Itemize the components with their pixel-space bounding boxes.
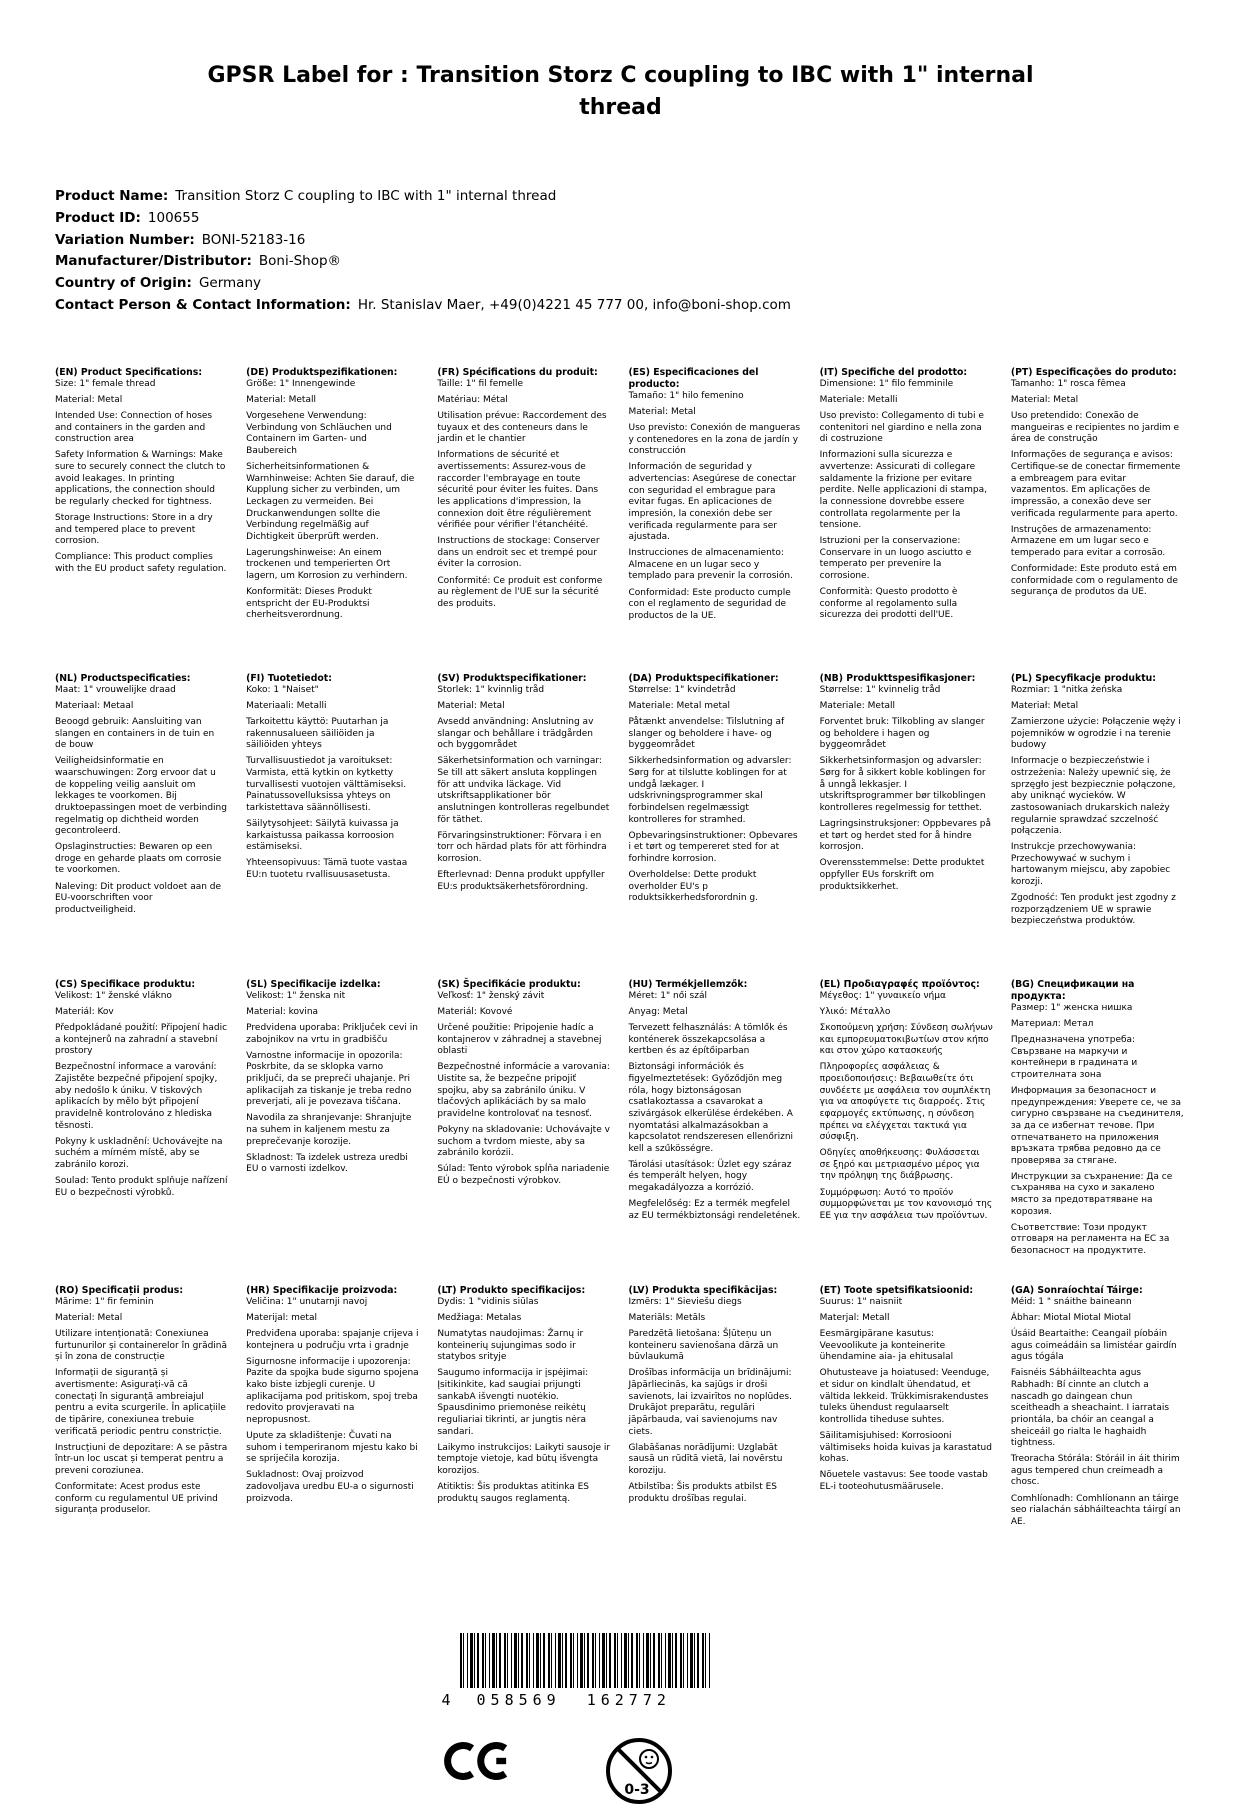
spec-paragraph: Material: Metal — [1010, 395, 1079, 406]
spec-paragraph: Materijal: metal — [246, 1313, 317, 1324]
spec-paragraph: Instructions de stockage: Conserver dans un endroit sec et trempé pour éviter la corrosion. — [437, 536, 600, 570]
spec-paragraph: Turvallisuustiedot ja varoitukset: Varmista, että kytkin on kytketty turvallisesti vuotojen välttämiseksi. Painatussovelluksissa yhteys on tarkistettava säännöllisesti. — [246, 756, 407, 813]
spec-paragraph: Material: Metal — [628, 407, 696, 418]
spec-paragraph: Efterlevnad: Denna produkt uppfyller EU:s produktsäkerhetsförordning. — [437, 869, 605, 892]
spec-paragraph: Taille: 1" fil femelle — [437, 378, 524, 389]
spec-paragraph: Overensstemmelse: Dette produktet oppfyller EUs forskrift om produktsikkerhet. — [819, 858, 985, 892]
spec-block — [1011, 1285, 1186, 1591]
spec-block — [1011, 673, 1186, 979]
spec-block-heading: (CS) Specifikace produktu: — [55, 978, 196, 990]
spec-block-heading: (LT) Produkto specifikacijos: — [437, 1284, 586, 1296]
spec-paragraph: Drošības informācija un brīdinājumi: Jāpārliecinās, ka sajūgs ir droši savienots, lai izvairītos no noplūdes. Drukājot preparātu, regulāri jāpārbauda, vai savienojums nav ciets. — [628, 1368, 792, 1437]
spec-paragraph: Storage Instructions: Store in a dry and tempered place to prevent corrosion. — [55, 513, 213, 547]
ce-mark-icon — [442, 1735, 516, 1787]
spec-paragraph: Rozmiar: 1 "nitka żeńska — [1010, 684, 1123, 695]
spec-paragraph: Conformidad: Este producto cumple con el reglamento de seguridad de productos de la UE. — [628, 587, 791, 621]
spec-block-heading: (PT) Especificações do produto: — [1010, 366, 1177, 378]
product-info-label: Contact Person & Contact Information: — [55, 297, 351, 314]
spec-block — [55, 1285, 230, 1591]
spec-block — [246, 673, 421, 979]
spec-paragraph: Storlek: 1" kvinnlig tråd — [437, 684, 545, 695]
spec-block-heading: (EN) Product Specifications: — [55, 366, 203, 378]
spec-paragraph: Materiaal: Metaal — [55, 701, 134, 712]
spec-paragraph: Intended Use: Connection of hoses and containers in the garden and construction area — [55, 411, 213, 445]
spec-paragraph: Treoracha Stórála: Stóráil in áit thirim agus tempered chun creimeadh a chosc. — [1010, 1454, 1180, 1488]
spec-paragraph: Ábhar: Miotal Miotal Miotal — [1010, 1313, 1132, 1324]
spec-paragraph: Varnostne informacije in opozorila: Poskrbite, da se sklopka varno priključi, da se prepreči uhajanje. Pri aplikacijah za tiskanje je treba redno preverjati, ali je povezava tiščana. — [246, 1050, 412, 1108]
age-warning-icon — [604, 1735, 674, 1807]
spec-paragraph: Veličina: 1" unutarnji navoj — [246, 1296, 368, 1307]
spec-paragraph: Informazioni sulla sicurezza e avvertenze: Assicurati di collegare saldamente la frizione per evitare perdite. Nelle applicazioni di stampa, la connessione dovrebbe essere controllata regolarmente per la tensione. — [819, 450, 987, 531]
spec-paragraph: Informații de siguranță și avertismente: Asigurați-vă că conectați în siguranță ambreiajul pentru a evita scurgerile. În aplicațiile de tipărire, conexiunea trebuie verificată periodic pentru constricție. — [55, 1368, 226, 1437]
spec-block-heading: (BG) Спецификации на продукта: — [1010, 978, 1135, 1002]
spec-block — [1011, 979, 1186, 1285]
spec-paragraph: Lagringsinstruksjoner: Oppbevares på et tørt og herdet sted for å hindre korrosjon. — [819, 819, 992, 853]
product-info-field — [55, 251, 1186, 273]
spec-paragraph: Upute za skladištenje: Čuvati na suhom i temperiranom mjestu kako bi se spriječila korozija. — [246, 1431, 418, 1465]
product-info-value: Boni-Shop® — [258, 253, 342, 270]
spec-paragraph: Atbilstība: Šis produkts atbilst ES produktu drošības regulai. — [628, 1481, 778, 1504]
spec-paragraph: Información de seguridad y advertencias: Asegúrese de conectar con seguridad el embrague para evitar fugas. En aplicaciones de impresión, la conexión debe ser verificada regularmente para ser ajustada. — [628, 462, 797, 543]
product-info-field — [55, 186, 1186, 208]
spec-paragraph: Pokyny na skladovanie: Uchovávajte v suchom a tvrdom mieste, aby sa zabránilo korózii. — [437, 1125, 610, 1159]
spec-paragraph: Určené použitie: Pripojenie hadíc a kontajnerov v záhradnej a stavebnej oblasti — [437, 1023, 602, 1057]
spec-paragraph: Pokyny k uskladnění: Uchovávejte na suchém a mírném místě, aby se zabránilo korozi. — [55, 1136, 223, 1170]
spec-paragraph: Megfelelőség: Ez a termék megfelel az EU termékbiztonsági rendeletének. — [628, 1199, 801, 1221]
spec-paragraph: Material: Metal — [55, 395, 123, 406]
spec-block-heading: (GA) Sonraíochtaí Táirge: — [1010, 1284, 1143, 1296]
spec-paragraph: Paredzētā lietošana: Šļūteņu un konteineru savienošana dārzā un būvlaukumā — [628, 1329, 779, 1363]
product-info-field — [55, 273, 1186, 295]
spec-block-heading: (FI) Tuotetiedot: — [246, 672, 332, 684]
spec-paragraph: Mărime: 1" fir feminin — [55, 1296, 154, 1307]
spec-paragraph: Dimensione: 1" filo femminile — [819, 378, 954, 389]
spec-paragraph: Förvaringsinstruktioner: Förvara i en torr och härdad plats för att förhindra korrosion. — [437, 830, 607, 864]
spec-block — [437, 367, 612, 673]
spec-paragraph: Veľkosť: 1" ženský závit — [437, 990, 545, 1001]
spec-paragraph: Opslaginstructies: Bewaren op een droge en geharde plaats om corrosie te voorkomen. — [55, 842, 222, 876]
spec-paragraph: Πληροφορίες ασφάλειας & προειδοποιήσεις: Βεβαιωθείτε ότι συνδέετε με ασφάλεια τον συμπλέκτη για να αποφύγετε τις διαρροές. Στις εφαρμογές εκτύπωσης, η σύνδεση πρέπει να ελέγχεται τακτικά για σύσφιξη. — [819, 1062, 991, 1143]
spec-paragraph: Úsáid Beartaithe: Ceangail píobáin agus coimeádáin sa limistéar gairdín agus tógála — [1010, 1329, 1177, 1363]
spec-paragraph: Material: Metall — [246, 395, 316, 406]
spec-paragraph: Avsedd användning: Anslutning av slangar och behållare i trädgården och byggområdet — [437, 717, 594, 751]
spec-block-heading: (FR) Spécifications du produit: — [437, 366, 598, 378]
spec-paragraph: Lagerungshinweise: An einem trockenen und temperierten Ort lagern, um Korrosion zu verhindern. — [246, 547, 408, 582]
spec-block-heading: (IT) Specifiche del prodotto: — [819, 366, 968, 378]
spec-block-heading: (SL) Specifikacije izdelka: — [246, 978, 381, 990]
spec-block — [246, 979, 421, 1285]
product-info-field — [55, 230, 1186, 252]
spec-paragraph: Saugumo informacija ir įspėjimai: Įsitikinkite, kad saugiai prijungti sankabA išvengti nuotėkio. Spausdinimo priemonėse reikėtų reguliariai tikrinti, ar jungtis nėra sandari. — [437, 1368, 589, 1437]
spec-paragraph: Eesmärgipärane kasutus: Veevoolikute ja konteinerite ühendamine aia- ja ehitusalal — [819, 1329, 954, 1363]
spec-block — [55, 979, 230, 1285]
spec-block — [629, 673, 804, 979]
spec-paragraph: Atitiktis: Šis produktas atitinka ES produktų saugos reglamentą. — [437, 1481, 590, 1504]
spec-paragraph: Instruções de armazenamento: Armazene em um lugar seco e temperado para evitar a corrosão. — [1010, 524, 1166, 558]
spec-paragraph: Numatytas naudojimas: Žarnų ir konteinerių sujungimas sodo ir statybos srityje — [437, 1329, 584, 1363]
spec-paragraph: Matériau: Métal — [437, 395, 508, 406]
spec-paragraph: Předpokládané použití: Připojení hadic a kontejnerů na zahradní a stavební prostory — [55, 1023, 228, 1057]
spec-paragraph: Instrukcje przechowywania: Przechowywać w suchym i hartowanym miejscu, aby zapobiec korozji. — [1010, 842, 1171, 888]
spec-paragraph: Material: Metal — [55, 1313, 123, 1324]
product-info-value: 100655 — [147, 209, 200, 226]
spec-block-heading: (RO) Specificații produs: — [55, 1284, 184, 1296]
spec-paragraph: Størrelse: 1" kvinnelig tråd — [819, 684, 941, 695]
spec-paragraph: Konformität: Dieses Produkt entspricht der EU-Produktsi cherheitsverordnung. — [246, 587, 372, 621]
spec-paragraph: Compliance: This product complies with the EU product safety regulation. — [55, 552, 227, 574]
barcode — [442, 1633, 710, 1709]
spec-block-heading: (PL) Specyfikacje produktu: — [1010, 672, 1156, 684]
spec-paragraph: Υλικό: Μέταλλο — [819, 1007, 891, 1018]
spec-paragraph: Instrucțiuni de depozitare: A se păstra într-un loc uscat și temperat pentru a preveni coroziunea. — [55, 1442, 228, 1476]
spec-block — [55, 367, 230, 673]
product-info-label: Variation Number: — [55, 231, 195, 248]
spec-paragraph: Sikkerhedsinformation og advarsler: Sørg for at tilslutte koblingen for at undgå lækager. I udskrivningsprogrammer skal forbindelsen regelmæssigt kontrolleres for stramhed. — [628, 756, 792, 825]
spec-paragraph: Bezpečnostní informace a varování: Zajistěte bezpečné připojení spojky, aby nedošlo k úniku. V tiskových aplikacích by mělo být připojení pravidelně kontrolováno z hlediska těsnosti. — [55, 1062, 218, 1131]
product-info-label: Manufacturer/Distributor: — [55, 253, 252, 270]
spec-paragraph: Faisnéis Sábháilteachta agus Rabhadh: Bí cinnte an clutch a nascadh go daingean chun sceitheadh a sheachaint. I iarratais priontála, ba chóir an ceangal a sheiceáil go rialta le haghaidh tightness. — [1010, 1368, 1170, 1449]
spec-paragraph: Materiale: Metalli — [819, 395, 898, 406]
product-info-value: BONI-52183-16 — [201, 231, 306, 248]
spec-paragraph: Suurus: 1" naisniit — [819, 1296, 903, 1307]
spec-paragraph: Zgodność: Ten produkt jest zgodny z rozporządzeniem UE w sprawie bezpieczeństwa produktów. — [1010, 893, 1176, 927]
spec-paragraph: Súlad: Tento výrobok spĺňa nariadenie EÚ o bezpečnosti výrobkov. — [437, 1164, 610, 1186]
barcode-bars-icon — [460, 1633, 710, 1688]
spec-paragraph: Materiale: Metall — [819, 701, 895, 712]
spec-paragraph: Συμμόρφωση: Αυτό το προϊόν συμμορφώνεται με τον κανονισμό της ΕΕ για την ασφάλεια των προϊόντων. — [819, 1187, 993, 1221]
spec-paragraph: Izmērs: 1" Sieviešu diegs — [628, 1296, 742, 1307]
product-info-field — [55, 208, 1186, 230]
spec-paragraph: Uso previsto: Collegamento di tubi e contenitori nel giardino e nella zona di costruzione — [819, 411, 984, 445]
bottom-marks — [442, 1633, 710, 1807]
spec-block-heading: (HU) Termékjellemzők: — [628, 978, 748, 990]
spec-block — [820, 673, 995, 979]
spec-paragraph: Uso previsto: Conexión de mangueras y contenedores en la zona de jardín y construcción — [628, 423, 801, 457]
product-info-value: Hr. Stanislav Maer, +49(0)4221 45 777 00, info@boni-shop.com — [357, 297, 791, 314]
product-info-label: Country of Origin: — [55, 275, 192, 292]
spec-block — [437, 1285, 612, 1591]
barcode-prefix-digit: 4 — [441, 1690, 451, 1709]
spec-paragraph: Anyag: Metal — [628, 1007, 688, 1018]
spec-paragraph: Съответствие: Този продукт отговаря на регламента на ЕС за безопасност на продуктите. — [1010, 1222, 1170, 1256]
spec-paragraph: Materiał: Metal — [1010, 701, 1079, 712]
spec-paragraph: Säilytysohjeet: Säilytä kuivassa ja karkaistussa paikassa korroosion estämiseksi. — [246, 819, 399, 853]
spec-paragraph: Soulad: Tento produkt splňuje nařízení EU o bezpečnosti výrobků. — [55, 1175, 228, 1198]
spec-paragraph: Tervezett felhasználás: A tömlők és konténerek összekapcsolása a kertben és az építőiparban — [628, 1023, 788, 1057]
spec-paragraph: Veiligheidsinformatie en waarschuwingen: Zorg ervoor dat u de koppeling veilig aansluit om lekkages te voorkomen. Bij druktoepassingen moet de verbinding regelmatig op dichtheid worden gecontroleerd. — [55, 756, 227, 837]
spec-paragraph: Méid: 1 " snáithe baineann — [1010, 1296, 1132, 1307]
spec-paragraph: Conformitate: Acest produs este conform cu regulamentul UE privind siguranța produselor. — [55, 1481, 218, 1516]
spec-paragraph: Größe: 1" Innengewinde — [246, 378, 356, 389]
spec-paragraph: Tárolási utasítások: Üzlet egy száraz és temperált helyen, hogy megakadályozza a korrózió. — [628, 1159, 792, 1194]
spec-paragraph: Предназначена употреба: Свързване на маркучи и контейнери в градината и строителната зона — [1010, 1035, 1138, 1080]
spec-paragraph: Predviđena uporaba: spajanje crijeva i kontejnera u području vrta i gradnje — [246, 1329, 419, 1351]
spec-block-heading: (ES) Especificaciones del producto: — [628, 366, 759, 390]
spec-paragraph: Påtænkt anvendelse: Tilslutning af slanger og beholdere i have- og byggeområdet — [628, 717, 785, 751]
spec-paragraph: Informações de segurança e avisos: Certifique-se de conectar firmemente a embreagem para evitar vazamentos. Em aplicações de impressão, a conexão deve ser verificada regularmente para aperto. — [1010, 450, 1181, 519]
spec-block-heading: (DE) Produktspezifikationen: — [246, 366, 398, 378]
spec-block — [55, 673, 230, 979]
spec-paragraph: Informations de sécurité et avertissements: Assurez-vous de raccorder l'embrayage en toute sécurité pour éviter les fuites. Dans les applications d'impression, la connexion doit être régulièrement vérifiée pour vérifier l'étanchéité. — [437, 450, 599, 531]
compliance-marks — [442, 1735, 710, 1807]
spec-paragraph: Glabāšanas norādījumi: Uzglabāt sausā un rūdītā vietā, lai novērstu koroziju. — [628, 1442, 783, 1476]
spec-paragraph: Информация за безопасност и предупреждения: Уверете се, че за сигурно свързване на съединителя, за да се избегнат течове. При отпечатването на приложения връзката трябва редовно да се проверява за стягане. — [1010, 1086, 1184, 1166]
spec-paragraph: Материал: Метал — [1010, 1019, 1094, 1030]
spec-paragraph: Uso pretendido: Conexão de mangueiras e recipientes no jardim e área de construção — [1010, 411, 1179, 445]
spec-block — [246, 1285, 421, 1591]
spec-paragraph: Biztonsági információk és figyelmeztetések: Győződjön meg róla, hogy biztonságosan csatlakoztassa a csavarokat a szivárgások elkerülése érdekében. A nyomtatási alkalmazásokban a kapcsolatot rendszeresen ellenőrizni kell a szűkösségre. — [628, 1062, 794, 1154]
spec-paragraph: Zamierzone użycie: Połączenie węży i pojemników w ogrodzie i na terenie budowy — [1010, 717, 1181, 751]
product-info-label: Product ID: — [55, 209, 141, 226]
spec-block-heading: (HR) Specifikacije proizvoda: — [246, 1284, 398, 1296]
spec-paragraph: Material: Metal — [437, 701, 505, 712]
spec-paragraph: Instrucciones de almacenamiento: Almacene en un lugar seco y templado para prevenir la corrosión. — [628, 548, 793, 582]
spec-block — [820, 1285, 995, 1591]
spec-block-heading: (NB) Produkttspesifikasjoner: — [819, 672, 976, 684]
spec-paragraph: Istruzioni per la conservazione: Conservare in un luogo asciutto e temperato per prevenire la corrosione. — [819, 536, 972, 582]
spec-paragraph: Tamanho: 1" rosca fêmea — [1010, 378, 1126, 389]
spec-paragraph: Tarkoitettu käyttö: Puutarhan ja rakennusalueen säiliöiden ja säiliöiden yhteys — [246, 717, 389, 751]
page-title: GPSR Label for : Transition Storz C coupling to IBC with 1" internal thread — [207, 63, 1034, 120]
spec-paragraph: Dydis: 1 "vidinis siūlas — [437, 1296, 539, 1307]
spec-paragraph: Säilitamisjuhised: Korrosiooni vältimiseks hoida kuivas ja karastatud kohas. — [819, 1431, 992, 1465]
barcode-group-2: 162772 — [586, 1690, 671, 1709]
spec-paragraph: Predvidena uporaba: Priključek cevi in zabojnikov na vrtu in gradbišču — [246, 1023, 418, 1045]
spec-paragraph: Overholdelse: Dette produkt overholder EU's p roduktsikkerhedsforordnin g. — [628, 869, 758, 904]
spec-paragraph: Utilizare intenționată: Conexiunea furtunurilor și containerelor în grădină și în zona de construcție — [55, 1329, 228, 1363]
spec-paragraph: Velikost: 1" ženska nit — [246, 990, 346, 1001]
spec-paragraph: Säkerhetsinformation och varningar: Se till att säkert ansluta kopplingen för att undvika läckage. Vid utskriftsapplikationer bör anslutningen kontrolleras regelbundet för täthet. — [437, 756, 610, 825]
spec-block-heading: (LV) Produkta specifikācijas: — [628, 1284, 778, 1296]
spec-paragraph: Skladnost: Ta izdelek ustreza uredbi EU o varnosti izdelkov. — [246, 1152, 408, 1175]
spec-block — [437, 979, 612, 1285]
spec-block — [629, 979, 804, 1285]
spec-block-heading: (ET) Toote spetsifikatsioonid: — [819, 1284, 974, 1296]
spec-paragraph: Méret: 1" női szál — [628, 990, 707, 1001]
spec-block — [437, 673, 612, 979]
barcode-group-1: 058569 — [476, 1690, 561, 1709]
spec-paragraph: Инструкции за съхранение: Да се съхранява на сухо и закалено място за предотвратяване на корозия. — [1010, 1171, 1173, 1217]
spec-paragraph: Sukladnost: Ovaj proizvod zadovoljava uredbu EU-a o sigurnosti proizvoda. — [246, 1470, 414, 1504]
spec-paragraph: Comhlíonadh: Comhlíonann an táirge seo rialachán sábháilteachta táirgí an AE. — [1010, 1493, 1181, 1527]
product-info-value: Transition Storz C coupling to IBC with 1" internal thread — [175, 187, 557, 204]
spec-block — [629, 1285, 804, 1591]
product-info-label: Product Name: — [55, 187, 169, 204]
spec-paragraph: Utilisation prévue: Raccordement des tuyaux et des conteneurs dans le jardin et le chantier — [437, 411, 607, 445]
spec-paragraph: Tamaño: 1" hilo femenino — [628, 390, 744, 401]
spec-block-heading: (SK) Špecifikácie produktu: — [437, 978, 581, 990]
spec-paragraph: Velikost: 1" ženské vlákno — [55, 990, 172, 1001]
barcode-digits — [442, 1691, 710, 1709]
spec-block — [820, 367, 995, 673]
spec-paragraph: Sigurnosne informacije i upozorenja: Pazite da spojka bude sigurno spojena kako biste izbjegli curenje. U aplikacijama pod pritiskom, spoj treba redovito provjeravati na nepropusnost. — [246, 1356, 419, 1425]
spec-paragraph: Vorgesehene Verwendung: Verbindung von Schläuchen und Containern im Garten- und Baubereich — [246, 411, 392, 456]
spec-paragraph: Navodila za shranjevanje: Shranjujte na suhem in kaljenem mestu za preprečevanje korozije. — [246, 1113, 412, 1147]
spec-grid — [55, 367, 1186, 1591]
spec-paragraph: Μέγεθος: 1" γυναικείο νήμα — [819, 990, 946, 1001]
spec-paragraph: Sicherheitsinformationen & Warnhinweise: Achten Sie darauf, die Kupplung sicher zu verbinden, um Leckagen zu vermeiden. Bei Druckanwendungen sollte die Verbindung regelmäßig auf Dichtigkeit überprüft werden. — [246, 462, 415, 542]
spec-block-heading: (SV) Produktspecifikationer: — [437, 672, 587, 684]
spec-paragraph: Koko: 1 "Naiset" — [246, 684, 319, 695]
spec-paragraph: Informacje o bezpieczeństwie i ostrzeżenia: Należy upewnić się, że sprzęgło jest bezpiecznie połączone, aby uniknąć wycieków. W zastosowaniach drukarskich należy regularnie sprawdzać szczelność połączenia. — [1010, 756, 1176, 837]
spec-paragraph: Materiál: Kov — [55, 1007, 114, 1018]
spec-paragraph: Størrelse: 1" kvindetråd — [628, 684, 736, 695]
spec-paragraph: Medžiaga: Metalas — [437, 1313, 522, 1324]
spec-paragraph: Conformità: Questo prodotto è conforme al regolamento sulla sicurezza dei prodotti dell'UE. — [819, 587, 958, 621]
spec-paragraph: Σκοπούμενη χρήση: Σύνδεση σωλήνων και εμπορευματοκιβωτίων στον κήπο και στον χώρο κατασκευής — [819, 1023, 993, 1057]
spec-block-heading: (EL) Προδιαγραφές προϊόντος: — [819, 978, 980, 990]
spec-paragraph: Conformidade: Este produto está em conformidade com o regulamento de segurança de produtos da UE. — [1010, 563, 1178, 598]
spec-paragraph: Size: 1" female thread — [55, 378, 156, 389]
spec-paragraph: Sikkerhetsinformasjon og advarsler: Sørg for å sikkert koble koblingen for å unngå lekkasjer. I utskriftsprogrammer bør tilkoblingen kontrolleres regelmessig for tetthet. — [819, 756, 986, 813]
product-info — [55, 186, 1186, 317]
spec-paragraph: Ohutusteave ja hoiatused: Veenduge, et sidur on kindlalt ühendatud, et vältida lekkeid. Trükkimisrakendustes tuleks ühendust regulaarselt kontrollida tiheduse suhtes. — [819, 1368, 990, 1425]
spec-paragraph: Materiál: Kovové — [437, 1007, 513, 1018]
spec-paragraph: Materiaali: Metalli — [246, 701, 327, 712]
spec-block — [820, 979, 995, 1285]
spec-paragraph: Conformité: Ce produit est conforme au règlement de l'UE sur la sécurité des produits. — [437, 575, 603, 609]
spec-paragraph: Laikymo instrukcijos: Laikyti sausoje ir temptoje vietoje, kad būtų išvengta korozijos. — [437, 1442, 611, 1476]
spec-paragraph: Οδηγίες αποθήκευσης: Φυλάσσεται σε ξηρό και μετριασμένο μέρος για την πρόληψη της διάβρωσης. — [819, 1148, 980, 1182]
product-info-field — [55, 295, 1186, 317]
spec-paragraph: Beoogd gebruik: Aansluiting van slangen en containers in de tuin en de bouw — [55, 717, 215, 751]
spec-paragraph: Materiale: Metal metal — [628, 701, 731, 712]
spec-paragraph: Bezpečnostné informácie a varovania: Uistite sa, že bezpečne pripojiť spojku, aby sa zabránilo úniku. V tlačových aplikáciách by sa malo pravidelne kontrolovať na tesnosť. — [437, 1062, 610, 1119]
spec-block — [629, 367, 804, 673]
spec-paragraph: Safety Information & Warnings: Make sure to securely connect the clutch to avoid leakages. In printing applications, the connection should be regularly checked for tightness. — [55, 450, 226, 507]
spec-paragraph: Opbevaringsinstruktioner: Opbevares i et tørt og tempereret sted for at forhindre korrosion. — [628, 830, 798, 864]
spec-paragraph: Materiāls: Metāls — [628, 1313, 706, 1324]
spec-block-heading: (NL) Productspecificaties: — [55, 672, 191, 684]
spec-block — [246, 367, 421, 673]
spec-paragraph: Materjal: Metall — [819, 1313, 890, 1324]
spec-paragraph: Forventet bruk: Tilkobling av slanger og beholdere i hagen og byggeområdet — [819, 717, 985, 751]
age-range-label: 0-3 — [623, 1781, 650, 1798]
spec-block-heading: (DA) Produktspecifikationer: — [628, 672, 779, 684]
spec-paragraph: Размер: 1" женска нишка — [1010, 1002, 1133, 1013]
spec-block — [1011, 367, 1186, 673]
product-info-value: Germany — [198, 275, 261, 292]
spec-paragraph: Maat: 1" vrouwelijke draad — [55, 684, 176, 695]
spec-paragraph: Nõuetele vastavus: See toode vastab EL-i tooteohutusmäärusele. — [819, 1470, 988, 1492]
spec-paragraph: Naleving: Dit product voldoet aan de EU-voorschriften voor productveiligheid. — [55, 881, 222, 915]
spec-paragraph: Material: kovina — [246, 1007, 319, 1018]
spec-paragraph: Yhteensopivuus: Tämä tuote vastaa EU:n tuotetu rvallisuusasetusta. — [246, 858, 408, 880]
